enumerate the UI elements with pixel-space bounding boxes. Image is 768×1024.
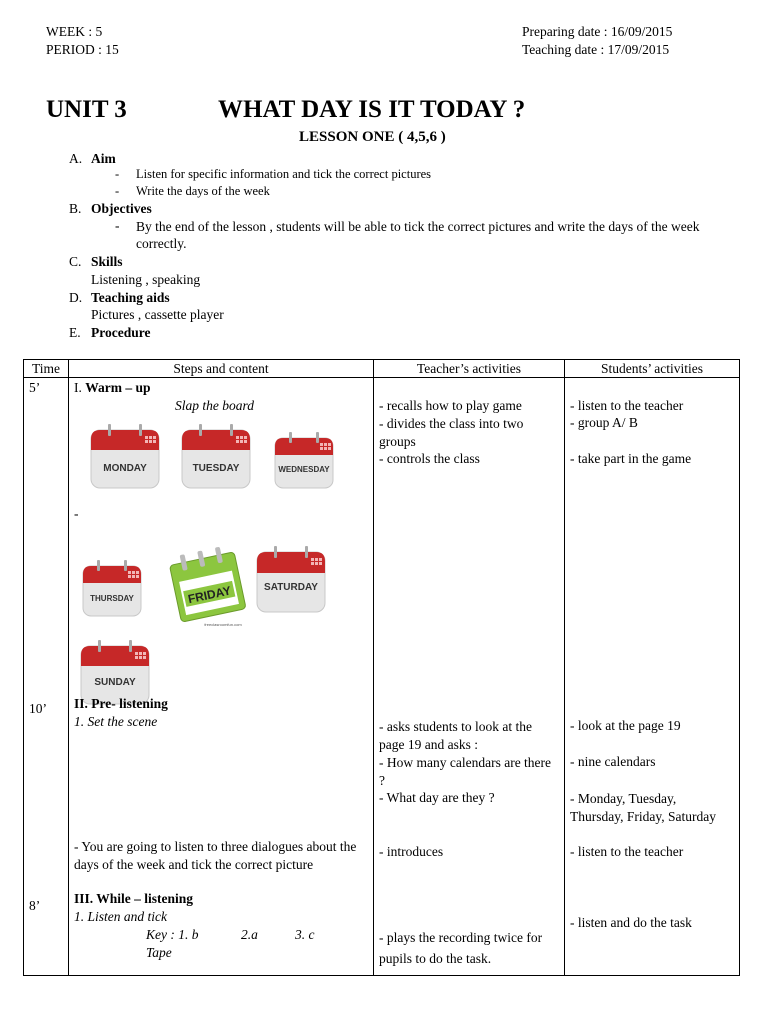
preparing-date: Preparing date : 16/09/2015	[522, 24, 673, 39]
students-listen-do: - listen and do the task	[570, 915, 692, 930]
time-column	[24, 378, 69, 976]
unit-title: UNIT 3	[46, 96, 127, 123]
header-time: Time	[24, 360, 69, 378]
calendar-tuesday-image	[180, 424, 252, 490]
bullet-dash: -	[115, 218, 120, 233]
set-scene-step: 1. Set the scene	[74, 714, 158, 729]
teacher-how-many: - How many calendars are there ?	[379, 755, 552, 788]
teacher-controls: - controls the class	[379, 451, 480, 466]
listen-tick-step: 1. Listen and tick	[74, 909, 167, 924]
aim-item: Write the days of the week	[136, 184, 270, 198]
calendar-day-label: THURSDAY	[90, 594, 134, 603]
calendar-monday-image	[89, 424, 161, 490]
friday-caption: freeclasroomfun.com	[204, 622, 242, 627]
intro-text: - You are going to listen to three dialogues about the days of the week and tick the correct picture	[74, 839, 357, 872]
period-label: PERIOD : 15	[46, 42, 119, 57]
stray-dash: -	[74, 506, 79, 521]
calendar-day-label: WEDNESDAY	[278, 465, 330, 474]
aim-item: Listen for specific information and tick the correct pictures	[136, 167, 432, 181]
tape-label: Tape	[146, 945, 172, 960]
teaching-aids-text: Pictures , cassette player	[91, 307, 224, 322]
objective-text: By the end of the lesson , students will be able to tick the correct pictures and write the days of the week correctly.	[136, 219, 700, 251]
warmup-heading	[74, 380, 151, 396]
answer-key-3: 3. c	[295, 927, 315, 942]
calendar-day-label: TUESDAY	[192, 463, 240, 474]
calendar-day-label: SATURDAY	[264, 582, 318, 593]
section-a-title: Aim	[91, 151, 116, 166]
bullet-dash: -	[115, 167, 120, 181]
section-c-letter: C.	[69, 254, 82, 269]
answer-key-2: 2.a	[241, 927, 258, 942]
students-column	[565, 378, 740, 976]
topic-title: WHAT DAY IS IT TODAY ?	[218, 96, 526, 123]
teacher-column	[374, 378, 565, 976]
section-d-title: Teaching aids	[91, 290, 170, 305]
teacher-asks: - asks students to look at the page 19 and asks :	[379, 719, 532, 752]
section-b-title: Objectives	[91, 201, 152, 216]
header-students: Students’ activities	[565, 360, 740, 378]
section-c-title: Skills	[91, 254, 123, 269]
procedure-table	[23, 359, 740, 976]
calendar-day-label: SUNDAY	[94, 677, 136, 688]
table-header-row	[24, 360, 740, 378]
teacher-divides: - divides the class into two groups	[379, 416, 524, 449]
section-b-letter: B.	[69, 201, 82, 216]
lesson-title: LESSON ONE ( 4,5,6 )	[299, 129, 446, 145]
game-name: Slap the board	[175, 398, 254, 413]
section-a-letter: A.	[69, 151, 83, 166]
skills-text: Listening , speaking	[91, 272, 201, 287]
header-teacher: Teacher’s activities	[374, 360, 565, 378]
whilelistening-heading: III. While – listening	[74, 891, 194, 906]
section-e-title: Procedure	[91, 325, 151, 340]
time-prelistening: 10’	[29, 701, 47, 716]
teacher-what-day: - What day are they ?	[379, 790, 495, 805]
students-listen: - listen to the teacher	[570, 398, 684, 413]
table-body-row	[24, 378, 740, 976]
time-warmup: 5’	[29, 380, 41, 395]
students-take-part: - take part in the game	[570, 451, 692, 466]
calendar-day-label: FRIDAY	[186, 583, 233, 607]
warmup-roman: I.	[74, 380, 82, 395]
answer-key-1: Key : 1. b	[146, 927, 199, 942]
students-listen-2: - listen to the teacher	[570, 844, 684, 859]
warmup-title: Warm – up	[85, 380, 151, 395]
students-look: - look at the page 19	[570, 718, 681, 733]
students-group: - group A/ B	[570, 415, 638, 430]
teaching-date: Teaching date : 17/09/2015	[522, 42, 670, 57]
time-whilelistening: 8’	[29, 898, 41, 913]
calendar-wednesday-image	[273, 432, 335, 490]
section-e-letter: E.	[69, 325, 81, 340]
teacher-plays: - plays the recording twice for pupils to do the task.	[379, 930, 543, 966]
prelistening-heading: II. Pre- listening	[74, 696, 168, 711]
section-d-letter: D.	[69, 290, 83, 305]
students-nine: - nine calendars	[570, 754, 656, 769]
bullet-dash: -	[115, 184, 120, 198]
header-steps: Steps and content	[69, 360, 374, 378]
calendar-thursday-image	[81, 560, 143, 618]
calendar-day-label: MONDAY	[103, 463, 147, 474]
students-days: - Monday, Tuesday, Thursday, Friday, Saturday	[570, 791, 716, 824]
teacher-recalls: - recalls how to play game	[379, 398, 522, 413]
teacher-introduces: - introduces	[379, 844, 444, 859]
calendar-friday-image	[165, 546, 251, 628]
week-label: WEEK : 5	[46, 24, 103, 39]
steps-column	[69, 378, 374, 976]
calendar-saturday-image	[255, 546, 327, 614]
